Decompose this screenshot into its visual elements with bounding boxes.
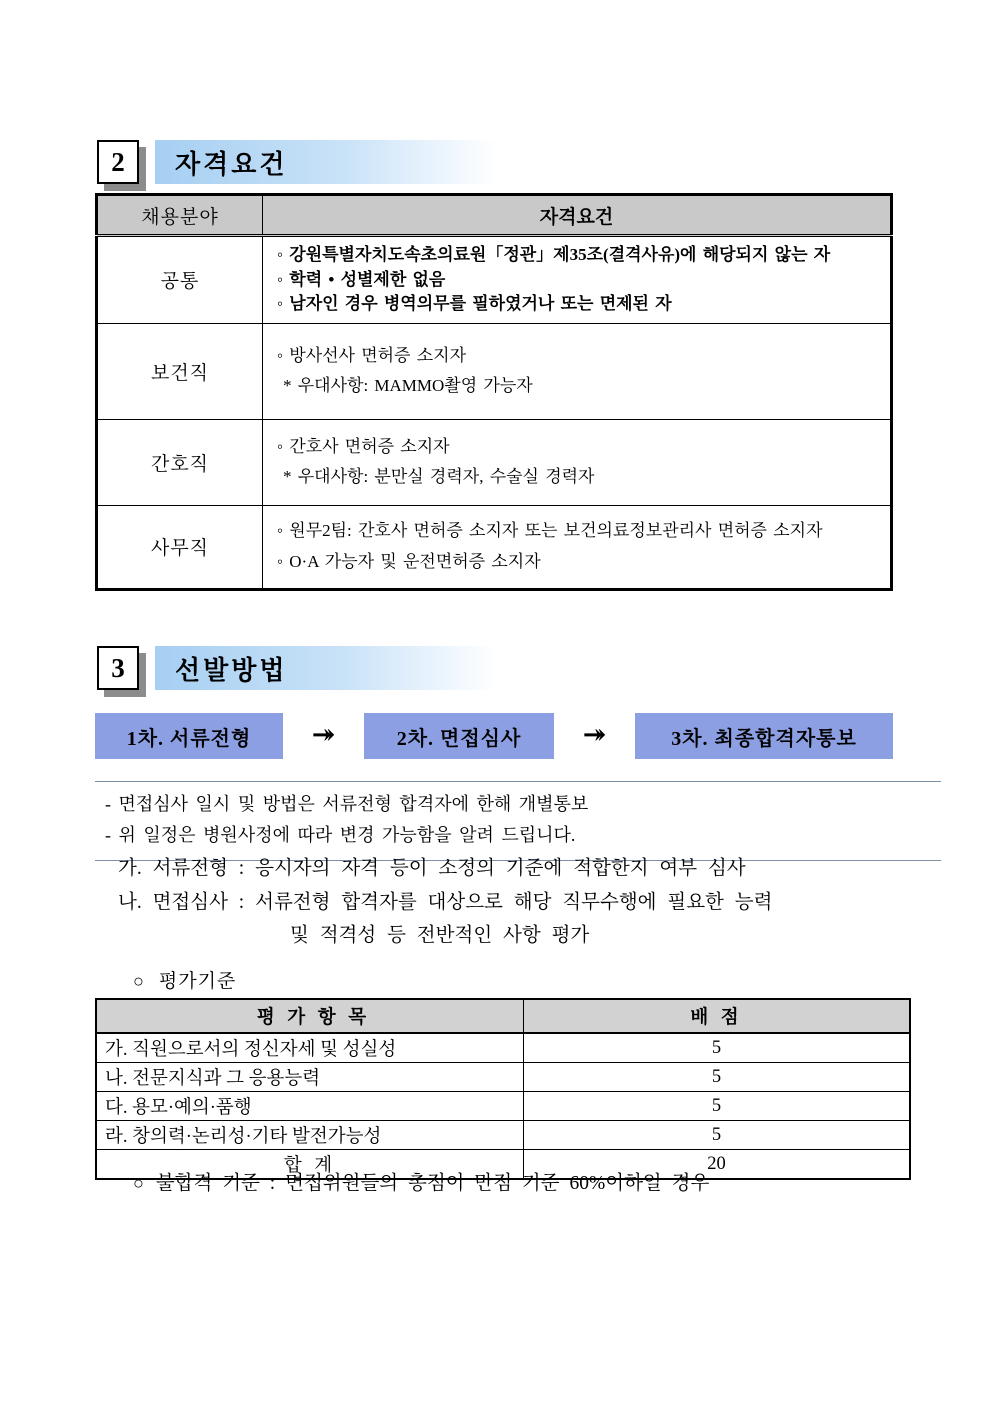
- criteria-heading-label: 평가기준: [158, 971, 237, 992]
- flow-step-document-screening: 1차. 서류전형: [95, 713, 283, 759]
- row-category: 공통: [97, 236, 263, 324]
- right-arrow-icon: ↠: [582, 720, 607, 751]
- row-content: [263, 236, 892, 324]
- qualification-line: ◦ 방사선사 면허증 소지자: [277, 345, 466, 365]
- column-header-qualification: 자격요건: [263, 195, 892, 236]
- criteria-score: 5: [524, 1121, 911, 1150]
- criteria-item: 다. 용모·예의·품행: [96, 1092, 524, 1121]
- method-line: 가. 서류전형 : 응시자의 자격 등이 소정의 기준에 적합한지 여부 심사: [118, 858, 746, 879]
- qualification-line: ◦ 원무2팀: 간호사 면허증 소지자 또는 보건의료정보관리사 면허증 소지자: [277, 521, 823, 541]
- section-qualification-header: [97, 140, 497, 184]
- row-category: 사무직: [97, 505, 263, 589]
- circle-bullet-icon: ○: [133, 1173, 144, 1193]
- table-row: [96, 1121, 910, 1150]
- selection-flow-diagram: [95, 713, 893, 759]
- table-header-row: [96, 999, 910, 1033]
- qualification-line: ◦ O·A 가능자 및 운전면허증 소지자: [277, 551, 541, 571]
- row-category: 보건직: [97, 323, 263, 419]
- criteria-item: 라. 창의력·논리성·기타 발전가능성: [96, 1121, 524, 1150]
- flow-step-final-notice: 3차. 최종합격자통보: [635, 713, 893, 759]
- total-label: 합 계: [96, 1150, 524, 1180]
- criteria-score: 5: [524, 1063, 911, 1092]
- qualification-line: ◦ 강원특별자치도속초의료원「정관」제35조(결격사유)에 해당되지 않는 자: [277, 245, 831, 264]
- criteria-score: 5: [524, 1033, 911, 1063]
- note-line: - 면접심사 일시 및 방법은 서류전형 합격자에 한해 개별통보: [105, 794, 589, 814]
- fail-criteria-note: [133, 1167, 709, 1195]
- flow-step-interview: 2차. 면접심사: [364, 713, 554, 759]
- note-line: - 위 일정은 병원사정에 따라 변경 가능함을 알려 드립니다.: [105, 824, 576, 845]
- section-title: 자격요건: [155, 140, 497, 184]
- column-header-item: 평 가 항 목: [96, 999, 524, 1033]
- qualification-line: ◦ 남자인 경우 병역의무를 필하였거나 또는 면제된 자: [277, 294, 672, 314]
- method-description: [118, 852, 930, 953]
- table-row: [97, 419, 892, 505]
- right-arrow-icon: ↠: [311, 720, 336, 751]
- section-number-badge: 2: [97, 140, 139, 184]
- circle-bullet-icon: ○: [133, 971, 145, 991]
- table-row: [97, 236, 892, 324]
- table-row: [97, 323, 892, 419]
- criteria-score: 5: [524, 1092, 911, 1121]
- table-row: [97, 505, 892, 589]
- criteria-heading: [133, 966, 236, 993]
- table-row: [96, 1092, 910, 1121]
- section-selection-header: [97, 646, 497, 690]
- table-header-row: [97, 195, 892, 236]
- row-content: [263, 505, 892, 589]
- column-header-score: 배 점: [524, 999, 911, 1033]
- table-row: [96, 1033, 910, 1063]
- criteria-table: [95, 998, 911, 1180]
- total-score: 20: [524, 1150, 911, 1180]
- section-number-badge: 3: [97, 646, 139, 690]
- qualification-line: * 우대사항: 분만실 경력자, 수술실 경력자: [283, 467, 595, 487]
- method-line: 나. 면접심사 : 서류전형 합격자를 대상으로 해당 직무수행에 필요한 능력: [118, 891, 773, 913]
- column-header-category: 채용분야: [97, 195, 263, 236]
- row-content: [263, 323, 892, 419]
- criteria-item: 나. 전문지식과 그 응용능력: [96, 1063, 524, 1092]
- row-content: [263, 419, 892, 505]
- criteria-item: 가. 직원으로서의 정신자세 및 성실성: [96, 1033, 524, 1063]
- method-line-continuation: 및 적격성 등 전반적인 사항 평가: [290, 925, 590, 947]
- qualification-line: ◦ 간호사 면허증 소지자: [277, 436, 450, 456]
- table-row: [96, 1063, 910, 1092]
- selection-notes: [95, 781, 941, 861]
- qualification-line: ◦ 학력 • 성별제한 없음: [277, 269, 446, 289]
- qualification-table: [95, 193, 893, 591]
- fail-criteria-text: 불합격 기준 : 면접위원들의 총점이 만점 기준 60%이하일 경우: [155, 1173, 710, 1194]
- section-title: 선발방법: [155, 646, 497, 690]
- row-category: 간호직: [97, 419, 263, 505]
- qualification-line: * 우대사항: MAMMO촬영 가능자: [283, 376, 533, 396]
